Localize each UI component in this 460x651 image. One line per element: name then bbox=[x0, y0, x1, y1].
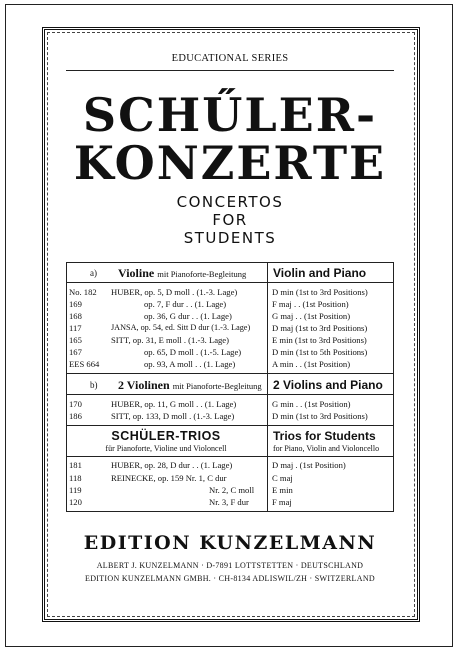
section-a-label: a) bbox=[90, 268, 97, 278]
catalog-row: 118 REINECKE, op. 159 Nr. 1, C dur C maj bbox=[69, 473, 293, 483]
trios-rule bbox=[66, 456, 394, 457]
section-a-header bbox=[66, 266, 394, 280]
section-b-bottom-rule bbox=[66, 425, 394, 426]
series-label: EDUCATIONAL SERIES bbox=[171, 53, 289, 64]
trios-title-en: Trios for Students bbox=[273, 429, 376, 443]
publisher-address-1: ALBERT J. KUNZELMANN · D-7891 LOTTSTETTEN · DEUTSCHLAND bbox=[96, 561, 364, 570]
catalog-row: 120 Nr. 3, F dur F maj bbox=[69, 497, 292, 507]
main-title-line-2: KONZERTE bbox=[73, 136, 387, 190]
trios-title-de: SCHÜLER-TRIOS bbox=[111, 429, 221, 443]
catalog-row: 168 op. 36, G dur . . (1. Lage) G maj . . (1st Position) bbox=[69, 311, 351, 321]
trios-header bbox=[66, 429, 394, 443]
section-a-bottom-rule bbox=[66, 373, 394, 374]
catalog-row: 165 SITT, op. 31, E moll . (1.-3. Lage) E min (1st to 3rd Positions) bbox=[69, 335, 367, 345]
section-a-rule bbox=[66, 282, 394, 283]
section-b-title-en: 2 Violins and Piano bbox=[273, 378, 383, 392]
subtitle-line-2: FOR bbox=[212, 211, 248, 229]
catalog-row: 181 HUBER, op. 28, D dur . . (1. Lage) D maj . (1st Position) bbox=[69, 460, 346, 470]
catalog-row: EES 664 op. 93, A moll . . (1. Lage) A min . . (1st Position) bbox=[69, 359, 351, 369]
section-b-title-de: 2 Violinen mit Pianoforte-Begleitung bbox=[118, 378, 262, 392]
section-a-title-de: Violine mit Pianoforte-Begleitung bbox=[118, 266, 247, 280]
section-b-header bbox=[66, 378, 394, 392]
trios-subheader: für Pianoforte, Violine und Violoncell for Piano, Violin and Violoncello bbox=[105, 444, 380, 453]
series-divider bbox=[66, 70, 394, 71]
catalog-row: 117 JANSA, op. 54, ed. Sitt D dur (1.-3. Lage) D maj (1st to 3rd Positions) bbox=[69, 323, 368, 333]
subtitle-line-3: STUDENTS bbox=[183, 229, 277, 247]
section-a-title-en: Violin and Piano bbox=[273, 266, 367, 280]
catalog-row: 186 SITT, op. 133, D moll . (1.-3. Lage) D min (1st to 3rd Positions) bbox=[69, 411, 368, 421]
section-b-rule bbox=[66, 394, 394, 395]
subtitle-line-1: CONCERTOS bbox=[176, 193, 284, 211]
publisher-address-2: EDITION KUNZELMANN GMBH. · CH-8134 ADLISWIL/ZH · SWITZERLAND bbox=[85, 574, 375, 583]
section-b-label: b) bbox=[90, 380, 98, 390]
catalog-row: 170 HUBER, op. 11, G moll . . (1. Lage) G min . . (1st Position) bbox=[69, 399, 351, 409]
catalog-row: No. 182 HUBER, op. 5, D moll . (1.-3. Lage) D min (1st to 3rd Positions) bbox=[69, 287, 368, 297]
publisher-name: EDITION KUNZELMANN bbox=[83, 532, 377, 554]
catalog-row: 169 op. 7, F dur . . (1. Lage) F maj . . (1st Position) bbox=[69, 299, 349, 309]
catalog-row: 167 op. 65, D moll . (1.-5. Lage) D min (1st to 5th Positions) bbox=[69, 347, 368, 357]
catalog-row: 119 Nr. 2, C moll E min bbox=[69, 485, 293, 495]
main-title-line-1: SCHŰLER- bbox=[82, 88, 378, 142]
